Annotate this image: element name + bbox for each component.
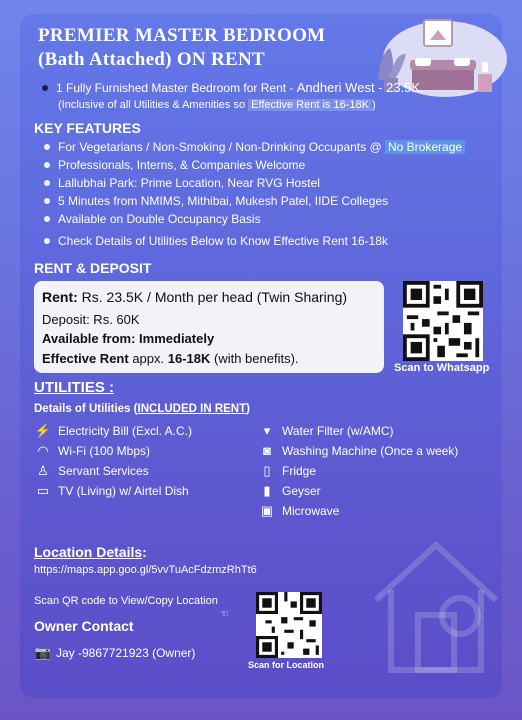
location-link-wrap (34, 564, 257, 576)
water-filter-icon: ▾ (263, 423, 271, 438)
bullet-icon (42, 85, 48, 91)
owner-heading: Owner Contact (34, 618, 134, 634)
utilities-subheading: Details of Utilities (INCLUDED IN RENT) (34, 403, 250, 415)
house-key-watermark-icon (356, 520, 502, 680)
location-qr-code[interactable] (256, 592, 322, 658)
utility-item: ◙ Washing Machine (Once a week) (258, 443, 458, 459)
title-line-2: (Bath Attached) ON RENT (38, 49, 265, 70)
tv-icon: ▭ (36, 483, 50, 498)
utilities-left-list (34, 423, 192, 499)
bullet-icon (44, 180, 50, 186)
camera-icon: 📷 (34, 645, 52, 660)
rent-details-box (34, 281, 384, 373)
no-brokerage-badge: No Brokerage (385, 140, 465, 154)
wifi-icon: ◠ (37, 443, 49, 458)
feature-item: 5 Minutes from NMIMS, Mithibai, Mukesh Patel, IIDE Colleges (44, 193, 465, 210)
feature-item: Check Details of Utilities Below to Know Effective Rent 16-18k (44, 233, 465, 250)
intro-highlight: Andheri West - 23.5K (296, 80, 421, 95)
bullet-icon (44, 216, 50, 222)
effective-rent-highlight: Effective Rent is 16-18K (248, 99, 372, 111)
feature-item: For Vegetarians / Non-Smoking / Non-Drinking Occupants @ No Brokerage (44, 139, 465, 156)
rent-deposit-heading: RENT & DEPOSIT (34, 260, 152, 276)
washing-machine-icon: ◙ (263, 443, 271, 458)
location-url-link[interactable]: https://maps.app.goo.gl/5vvTuAcFdzmzRhTt6 (34, 564, 257, 576)
available-line: Available from: Immediately (42, 331, 215, 346)
bullet-icon (44, 144, 50, 150)
utility-item: ◠ Wi-Fi (100 Mbps) (34, 443, 192, 459)
utility-item: ▮ Geyser (258, 483, 458, 499)
whatsapp-qr-code[interactable] (403, 281, 483, 361)
owner-contact-line (34, 645, 195, 661)
bullet-icon (44, 198, 50, 204)
key-features-list (44, 139, 465, 250)
microwave-icon: ▣ (260, 503, 274, 518)
rent-line: Rent: Rs. 23.5K / Month per head (Twin Sharing) (42, 289, 348, 305)
utility-item: ▯ Fridge (258, 463, 458, 479)
utility-item: ▣ Microwave (258, 503, 458, 519)
geyser-icon: ▮ (263, 483, 271, 498)
bullet-icon (44, 238, 50, 244)
deposit-line: Deposit: Rs. 60K (42, 312, 140, 327)
location-heading: Location Details: (34, 544, 147, 560)
effective-rent-line: Effective Rent appx. 16-18K (with benefits). (42, 351, 299, 366)
title-line-1: PREMIER MASTER BEDROOM (38, 25, 326, 46)
utilities-heading: UTILITIES : (34, 379, 114, 396)
key-features-heading: KEY FEATURES (34, 120, 141, 136)
utility-item: ♙ Servant Services (34, 463, 192, 479)
fridge-icon: ▯ (263, 463, 271, 478)
feature-item: Available on Double Occupancy Basis (44, 211, 465, 228)
utility-item: ▭ TV (Living) w/ Airtel Dish (34, 483, 192, 499)
utilities-right-list (258, 423, 458, 519)
utility-item: ⚡ Electricity Bill (Excl. A.C.) (34, 423, 193, 438)
servant-icon: ♙ (37, 463, 49, 478)
bullet-icon (44, 162, 50, 168)
intro-line: 1 Fully Furnished Master Bedroom for Rent - Andheri West - 23.5K. (42, 79, 423, 97)
pointing-hand-icon: ☜ (220, 609, 229, 620)
lightning-icon: ⚡ (34, 423, 52, 438)
owner-contact[interactable]: Jay -9867721923 (Owner) (56, 646, 196, 660)
feature-item: Lallubhai Park: Prime Location, Near RVG Hostel (44, 175, 465, 192)
utility-item: ▾ Water Filter (w/AMC) (258, 423, 458, 439)
feature-item: Professionals, Interns, & Companies Welcome (44, 157, 465, 174)
whatsapp-qr-caption: Scan to Whatsapp (394, 362, 490, 374)
scan-location-text: Scan QR code to View/Copy Location (34, 595, 218, 607)
intro-subline: (Inclusive of all Utilities & Amenities so Effective Rent is 16-18K ) (58, 99, 376, 111)
location-qr-caption: Scan for Location (248, 660, 325, 670)
